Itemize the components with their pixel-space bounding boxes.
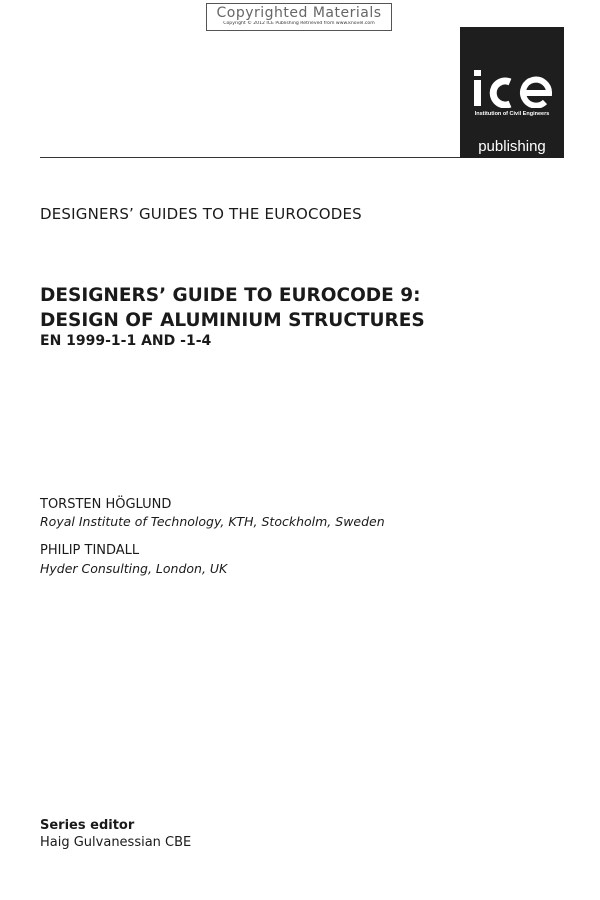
series-editor-label: Series editor xyxy=(40,818,135,833)
author-affiliation: Hyder Consulting, London, UK xyxy=(40,561,228,576)
publisher-organization: Institution of Civil Engineers xyxy=(474,111,550,117)
series-editor-name: Haig Gulvanessian CBE xyxy=(40,835,192,850)
author-affiliation: Royal Institute of Technology, KTH, Stockholm, Sweden xyxy=(40,514,385,529)
author-name: PHILIP TINDALL xyxy=(40,543,140,558)
ice-logo-mark xyxy=(472,68,552,108)
copyright-stamp xyxy=(206,3,392,31)
book-title xyxy=(40,283,425,333)
book-subtitle: EN 1999-1-1 AND -1-4 xyxy=(40,333,212,349)
book-title-line-1: DESIGNERS’ GUIDE TO EUROCODE 9: xyxy=(40,285,421,306)
copyright-stamp-title: Copyrighted Materials xyxy=(216,5,382,21)
header-rule xyxy=(40,157,460,158)
author-name: TORSTEN HÖGLUND xyxy=(40,497,172,512)
book-title-line-2: DESIGN OF ALUMINIUM STRUCTURES xyxy=(40,310,425,331)
copyright-stamp-notice: Copyright © 2012 ICE Publishing Retrieved from www.knovel.com xyxy=(223,21,375,26)
publisher-imprint: publishing xyxy=(460,137,564,158)
series-title: DESIGNERS’ GUIDES TO THE EUROCODES xyxy=(40,205,362,223)
